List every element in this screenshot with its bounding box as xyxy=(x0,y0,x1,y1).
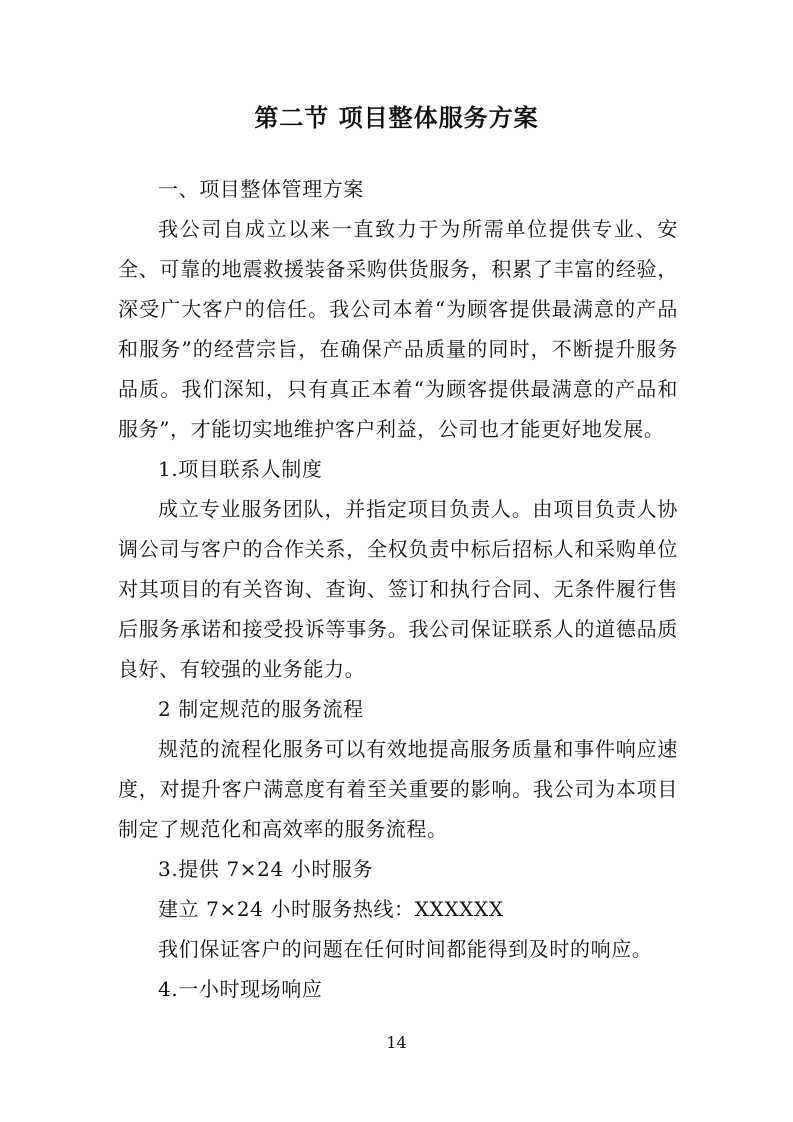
body-content xyxy=(118,169,678,1009)
paragraph-service-team: 成立专业服务团队，并指定项目负责人。由项目负责人协调公司与客户的合作关系，全权负责中标后招标人和采购单位对其项目的有关咨询、查询、签订和执行合同、无条件履行售后服务承诺和接受投诉等事务。我公司保证联系人的道德品质良好、有较强的业务能力。 xyxy=(118,497,678,681)
heading-24h-service: 3.提供 7×24 小时服务 xyxy=(158,857,374,881)
heading-onsite-response: 4.一小时现场响应 xyxy=(158,977,323,1001)
page-number: 14 xyxy=(386,1033,407,1052)
paragraph-timely-response: 我们保证客户的问题在任何时间都能得到及时的响应。 xyxy=(158,937,653,961)
paragraph-hotline: 建立 7×24 小时服务热线：XXXXXX xyxy=(158,897,504,921)
heading-contact-system: 1.项目联系人制度 xyxy=(158,457,323,481)
paragraph-company-intro: 我公司自成立以来一直致力于为所需单位提供专业、安全、可靠的地震救援装备采购供货服务，积累了丰富的经验，深受广大客户的信任。我公司本着“为顾客提供最满意的产品和服务”的经营宗旨，在确保产品质量的同时，不断提升服务品质。我们深知，只有真正本着“为顾客提供最满意的产品和服务”，才能切实地维护客户利益，公司也才能更好地发展。 xyxy=(118,217,678,441)
heading-service-process: 2 制定规范的服务流程 xyxy=(158,697,364,721)
heading-management-plan: 一、项目整体管理方案 xyxy=(158,177,364,201)
paragraph-process: 规范的流程化服务可以有效地提高服务质量和事件响应速度，对提升客户满意度有着至关重要的影响。我公司为本项目制定了规范化和高效率的服务流程。 xyxy=(118,737,678,841)
section-title: 第二节 项目整体服务方案 xyxy=(254,103,539,132)
